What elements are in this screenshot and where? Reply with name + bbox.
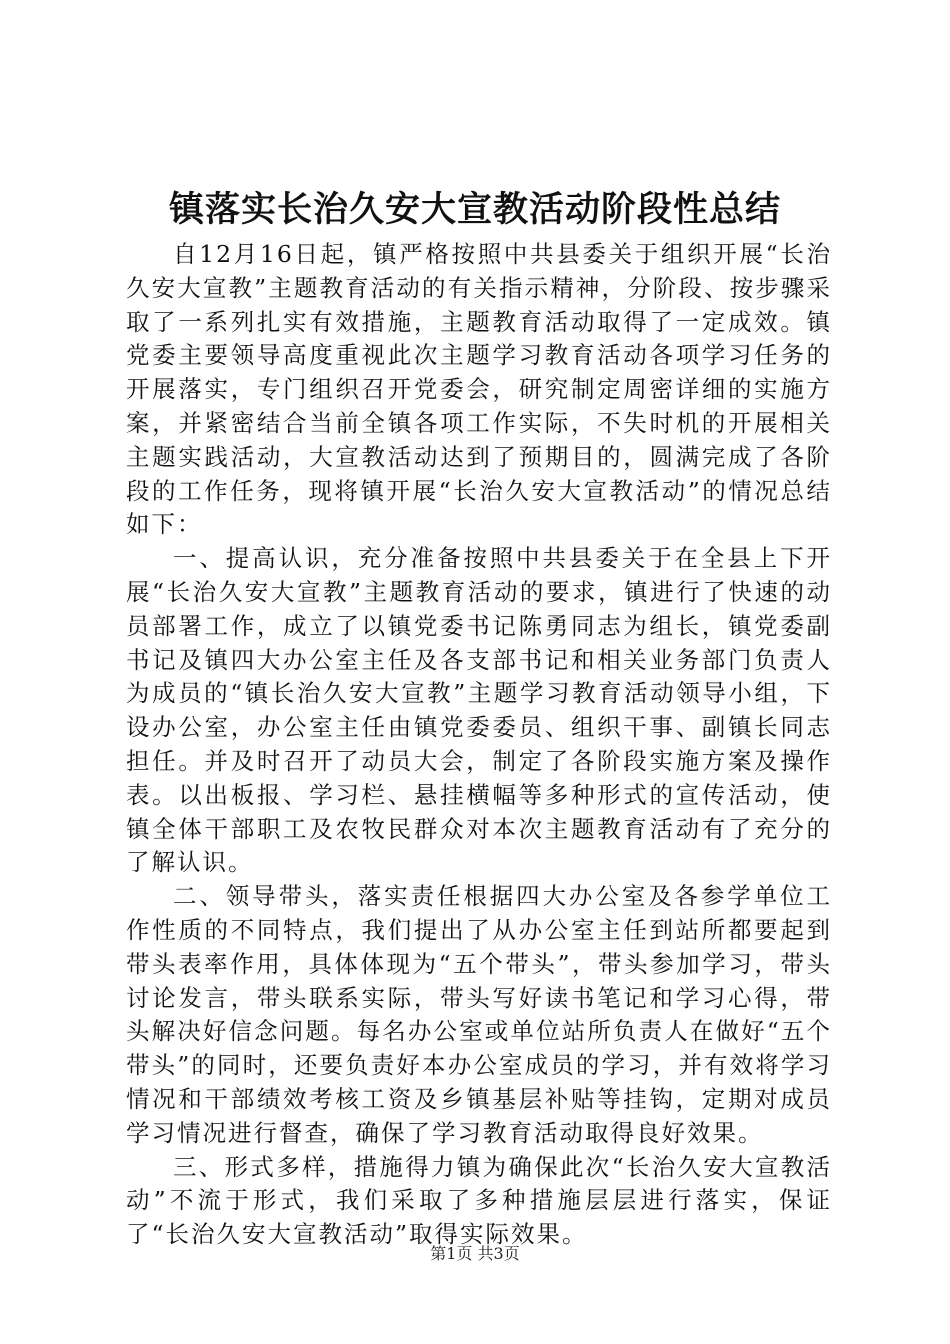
page-footer: 第1页 共3页 [430,1244,520,1263]
document-title: 镇落实长治久安大宣教活动阶段性总结 [168,189,781,230]
paragraph-section-1: 一、提高认识，充分准备按照中共县委关于在全县上下开展“长治久安大宣教”主题教育活动的要求，镇进行了快速的动员部署工作，成立了以镇党委书记陈勇同志为组长，镇党委副书记及镇四大办公室主任及各支部书记和相关业务部门负责人为成员的“镇长治久安大宣教”主题学习教育活动领导小组，下设办公室，办公室主任由镇党委委员、组织干事、副镇长同志担任。并及时召开了动员大会，制定了各阶段实施方案及操作表。以出板报、学习栏、悬挂横幅等多种形式的宣传活动，使镇全体干部职工及农牧民群众对本次主题教育活动有了充分的了解认识。 [126,544,832,877]
paragraph-section-2: 二、领导带头，落实责任根据四大办公室及各参学单位工作性质的不同特点，我们提出了从办公室主任到站所都要起到带头表率作用，具体体现为“五个带头”，带头参加学习，带头讨论发言，带头联系实际，带头写好读书笔记和学习心得，带头解决好信念问题。每名办公室或单位站所负责人在做好“五个带头”的同时，还要负责好本办公室成员的学习，并有效将学习情况和干部绩效考核工资及乡镇基层补贴等挂钩，定期对成员学习情况进行督查，确保了学习教育活动取得良好效果。 [126,882,832,1147]
document-body [126,238,832,1252]
paragraph-section-3: 三、形式多样，措施得力镇为确保此次“长治久安大宣教活动”不流于形式，我们采取了多种措施层层进行落实，保证了“长治久安大宣教活动”取得实际效果。 [126,1152,832,1249]
paragraph-intro: 自12月16日起，镇严格按照中共县委关于组织开展“长治久安大宣教”主题教育活动的有关指示精神，分阶段、按步骤采取了一系列扎实有效措施，主题教育活动取得了一定成效。镇党委主要领导高度重视此次主题学习教育活动各项学习任务的开展落实，专门组织召开党委会，研究制定周密详细的实施方案，并紧密结合当前全镇各项工作实际，不失时机的开展相关主题实践活动，大宣教活动达到了预期目的，圆满完成了各阶段的工作任务，现将镇开展“长治久安大宣教活动”的情况总结如下： [126,240,832,539]
